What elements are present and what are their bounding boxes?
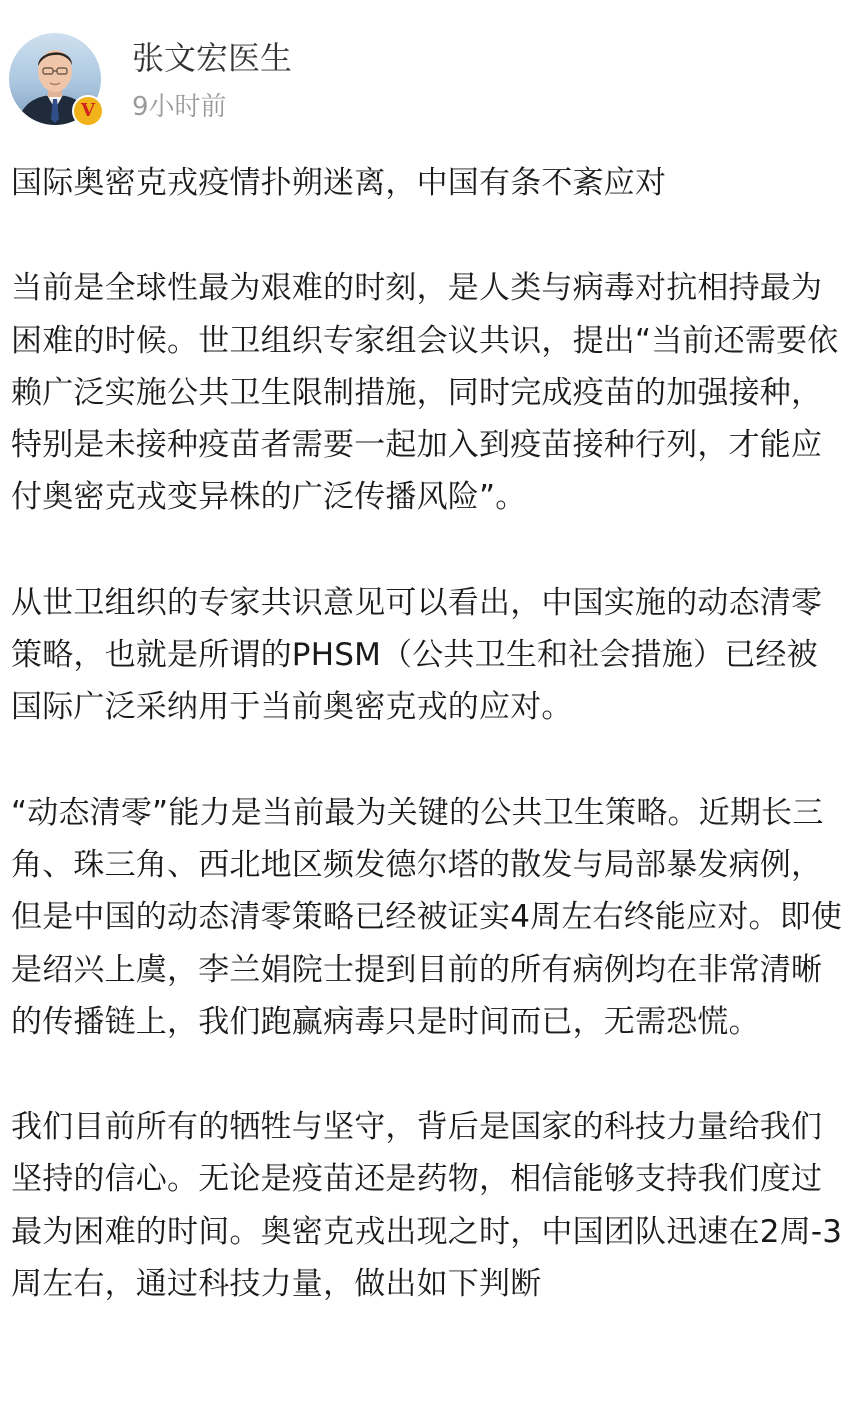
post-paragraph: 我们目前所有的牺牲与坚守，背后是国家的科技力量给我们坚持的信心。无论是疫苗还是药物，相信能够支持我们度过最为困难的时间。奥密克戎出现之时，中国团队迅速在2周-3周左右，通过科技力量，做出如下判断	[11, 1109, 843, 1303]
post-paragraph: “动态清零”能力是当前最为关键的公共卫生策略。近期长三角、珠三角、西北地区频发德尔塔的散发与局部暴发病例，但是中国的动态清零策略已经被证实4周左右终能应对。即使是绍兴上虞，李兰娟院士提到目前的所有病例均在非常清晰的传播链上，我们跑赢病毒只是时间而已，无需恐慌。	[11, 794, 843, 1040]
post-timestamp: 9小时前	[132, 92, 227, 122]
post-paragraph: 当前是全球性最为艰难的时刻，是人类与病毒对抗相持最为困难的时候。世卫组织专家组会议共识，提出“当前还需要依赖广泛实施公共卫生限制措施，同时完成疫苗的加强接种，特别是未接种疫苗者需要一起加入到疫苗接种行列，才能应付奥密克戎变异株的广泛传播风险”。	[11, 270, 839, 516]
post-paragraph-title: 国际奥密克戎疫情扑朔迷离，中国有条不紊应对	[11, 165, 667, 201]
post-body	[11, 157, 843, 1363]
post-paragraph: 从世卫组织的专家共识意见可以看出，中国实施的动态清零策略，也就是所谓的PHSM（公共卫生和社会措施）已经被国际广泛采纳用于当前奥密克戎的应对。	[11, 584, 823, 726]
verified-badge-icon: V	[72, 95, 104, 127]
author-name[interactable]: 张文宏医生	[132, 39, 293, 77]
post-header	[0, 0, 860, 140]
